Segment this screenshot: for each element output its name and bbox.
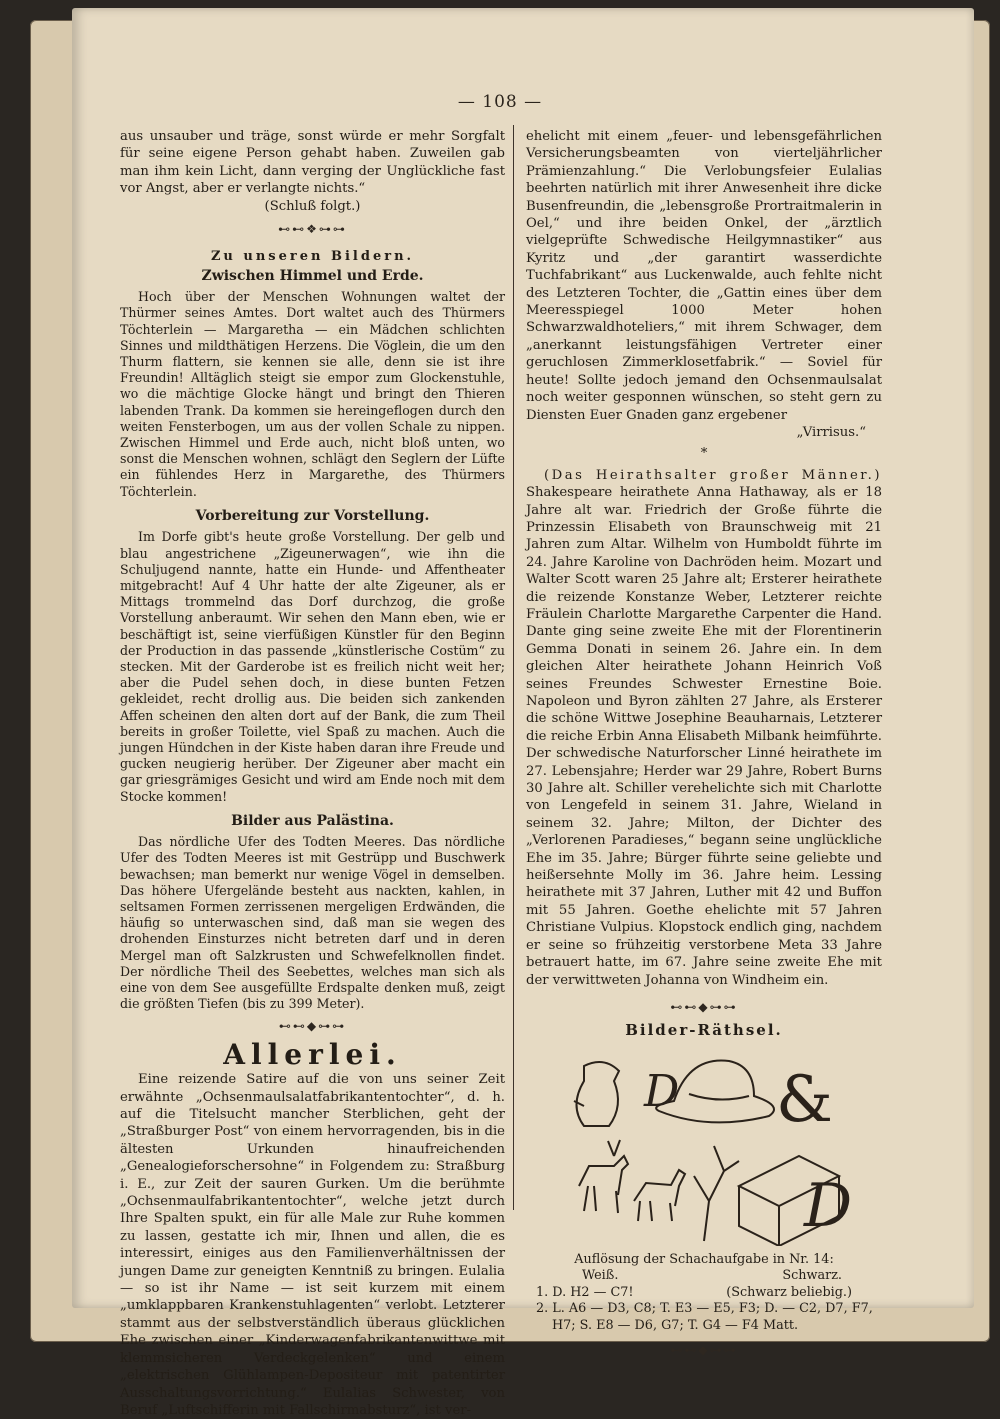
ornament-divider: ⊷⊷◆⊶⊶	[670, 999, 738, 1014]
rebus-illustration	[554, 1046, 854, 1246]
article-heading: Bilder aus Palästina.	[231, 812, 394, 829]
article-paragraph: ehelicht mit einem „feuer- und lebensgefährlichen Versicherungsbeamten von vierteljährlicher Prämienzahlung.“ Die Verlobungsfeier Eulalias beehrten natürlich mit ihrer Anwesenheit ihre dicke Busenfreundin, die „lebensgroße Prortraitmalerin in Oel,“ und ihre beiden Onkel, der „ärztlich vielgeprüfte Schwedische Heilgymnastiker“ aus Kyritz und „der garantirt wasserdichte Tuchfabrikant“ aus Luckenwalde, auch fehlte nicht des Letzteren Tochter, die „Gattin eines über dem Meeresspiegel 1000 Meter hohen Schwarzwaldhoteliers,“ mit ihrem Schwager, dem „anerkannt leistungsfähigen Vertreter einer geruchlosen Zimmerklosetfabrik.“ — Soviel für heute! Sollte jedoch jemand den Ochsenmaulsalat noch weiter gesponnen wünschen, so steht gern zu Diensten Euer Gnaden ganz ergebener	[526, 129, 882, 423]
chess-title: Auflösung der Schachaufgabe in Nr. 14:	[574, 1251, 834, 1267]
chess-white: Weiß.	[582, 1268, 619, 1284]
rebus-letter: D	[804, 1170, 853, 1241]
chess-move-row: H7; S. E8 — D6, G7; T. G4 — F4 Matt.	[552, 1317, 799, 1333]
chess-move-row	[526, 1285, 882, 1302]
article-paragraph	[526, 467, 882, 989]
column-rule	[513, 125, 514, 1210]
rebus-letter: &	[776, 1062, 833, 1137]
asterisk-divider: *	[700, 446, 708, 462]
article-heading: Zwischen Himmel und Erde.	[201, 267, 424, 284]
article-paragraph: Das nördliche Ufer des Todten Meeres. Das nördliche Ufer des Todten Meeres ist mit Gestrüpp und Buschwerk bewachsen; man bemerkt nur wenige Vögel in demselben. Das höhere Ufergelände besteht aus nackten, kahlen, in seltsamen Formen zerrissenen mergeligen Erdwänden, die häufig so unterwaschen sind, daß man sie wegen des drohenden Einsturzes nicht betreten darf und in deren Mergel man oft Salzkrusten und Schwefelknollen findet. Der nördliche Theil des Seebettes, welches man sich als eine von dem See ausgefüllte Erdspalte denken muß, zeigt die größten Tiefen (bis zu 399 Meter).	[120, 834, 505, 1012]
rebus-title: Bilder-Räthsel.	[625, 1021, 783, 1040]
article-paragraph: Eine reizende Satire auf die von uns seiner Zeit erwähnte „Ochsenmaulsalatfabrikantentochter“, d. h. auf die Titelsucht mancher Sterblichen, geht der „Straßburger Post“ von einem hervorragenden, bis in die ältesten Urkunden hinaufreichenden „Genealogieforschersohne“ in Folgendem zu: Straßburg i. E., zur Zeit der sauren Gurken. Um die berühmte „Ochsenmaulfabrikantentochter“, welche jetzt durch Ihre Spalten spukt, ein für alle Male zur Ruhe kommen zu lassen, gestatte ich mir, Ihnen und allen, die es interessirt, einiges aus den Familienverhältnissen der jungen Dame zur geneigten Kenntniß zu bringen. Eulalia — so ist ihr Name — ist seit kurzem mit einem „umklappbaren Krankenstuhlagenten“ verlobt. Letzterer stammt aus der selbstverständlich überaus glücklichen Ehe zwischen einer „Kinderwagenfabrikantenwittwe mit klemmsicheren Verdeckgelenken“ und einem „elektrischen Glühlampen-Depositeur mit patentirter Ausschaltungsvorrichtung.“ Eulalias Schwester, von Beruf „Luftschifferin mit Fallschirmabsturz“, ist ver-	[120, 1072, 505, 1418]
allerlei-heading: Allerlei.	[223, 1037, 402, 1071]
ornament-divider: ⊷⊷◆⊶⊶	[278, 1019, 347, 1034]
right-column	[526, 128, 882, 1366]
page-number: — 108 —	[457, 92, 543, 112]
article-body: Shakespeare heirathete Anna Hathaway, als er 18 Jahre alt war. Friedrich der Große führte die Prinzessin Elisabeth von Braunschweig mit 21 Jahren zum Altar. Wilhelm von Humboldt führte im 24. Jahre Karoline von Dachröden heim. Mozart und Walter Scott waren 25 Jahre alt; Ersterer heirathete die reizende Konstanze Weber, Letzterer reichte Fräulein Charlotte Margarethe Carpenter die Hand. Dante ging seine zweite Ehe mit der Florentinerin Gemma Donati in seinem 26. Jahre ein. In dem gleichen Alter heirathete Johann Heinrich Voß seines Freundes Schwester Ernestine Boie. Napoleon und Byron zählten 27 Jahre, als Ersterer die schöne Wittwe Josephine Beauharnais, Letzterer die reiche Erbin Anna Elisabeth Milbank heimführte. Der schwedische Naturforscher Linné heirathete im 27. Lebensjahre; Herder war 29 Jahre, Robert Burns 30 Jahre alt. Schiller verehelichte sich mit Charlotte von Lengefeld in seinem 31. Jahre, Wieland in seinem 32. Jahre; Milton, der Dichter des „Verlorenen Paradieses,“ begann seine unglückliche Ehe im 35. Jahre; Bürger führte seine geliebte und heißersehnte Molly im 36. Jahre heim. Lessing heirathete mit 37 Jahren, Luther mit 42 und Buffon mit 55 Jahren. Goethe ehelichte mit 57 Jahren Christiane Vulpius. Klopstock endlich ging, nachdem er seine so frühzeitig verstorbene Meta 33 Jahre betrauert hatte, im 67. Jahre seine zweite Ehe mit der verwittweten Johanna von Windheim ein.	[526, 485, 882, 988]
article-heading: Vorbereitung zur Vorstellung.	[195, 507, 430, 524]
left-column	[120, 128, 505, 1419]
to-be-continued: (Schluß folgt.)	[264, 198, 361, 214]
chess-move: 1. D. H2 — C7!	[536, 1284, 634, 1300]
chess-move-note: (Schwarz beliebig.)	[726, 1284, 852, 1300]
chess-move-row: 2. L. A6 — D3, C8; T. E3 — E5, F3; D. — C2, D7, F7,	[536, 1301, 873, 1317]
article-paragraph: Im Dorfe gibt's heute große Vorstellung. Der gelb und blau angestrichene „Zigeunerwagen“, wie ihn die Schuljugend nannte, hatte ein Hunde- und Affentheater mitgebracht! Auf 4 Uhr hatte der alte Zigeuner, als er Mittags trommelnd das Dorf durchzog, die große Vorstellung anberaumt. Wir sehen den Mann eben, wie er beschäftigt ist, seine vierfüßigen Künstler für den Beginn der Production in das passende „künstlerische Costüm“ zu stecken. Mit der Garderobe ist es freilich nicht weit her; aber die Pudel sehen doch, in diese bunten Fetzen gekleidet, recht drollig aus. Die beiden sich zankenden Affen scheinen den alten dort auf der Bank, die zum Theil bereits in großer Toilette, viel Spaß zu machen. Auch die jungen Hündchen in der Kiste haben daran ihre Freude und gucken neugierig herüber. Der Zigeuner aber macht ein gar griesgrämiges Gesicht und wird am Ende noch mit dem Stocke kommen!	[120, 529, 505, 804]
chess-black: Schwarz.	[782, 1268, 842, 1284]
article-paragraph: Hoch über der Menschen Wohnungen waltet der Thürmer seines Amtes. Dort waltet auch des Thürmers Töchterlein — Margaretha — ein Mädchen schlichten Sinnes und mildthätigen Herzens. Die Vöglein, die um den Thurm flattern, sie kennen sie alle, denn sie ist ihre Freundin! Alltäglich steigt sie empor zum Glockenstuhle, wo die mächtige Glocke hängt und bringt den Thieren labenden Trank. Da kommen sie hereingeflogen durch den weiten Fensterbogen, um aus der vollen Schale zu nippen. Zwischen Himmel und Erde auch, nicht bloß unten, wo sonst die Menschen wohnen, schlägt den Seglern der Lüfte ein fühlendes Herz in Margarethe, des Thürmers Töchterlein.	[120, 289, 505, 499]
rebus-letter: D	[644, 1065, 680, 1117]
picture-rebus	[554, 1046, 854, 1246]
signature: „Virrisus.“	[796, 424, 866, 440]
intro-paragraph: aus unsauber und träge, sonst würde er mehr Sorgfalt für seine eigene Person gehabt haben. Zuweilen gab man ihm kein Licht, dann verging der Unglückliche fast vor Angst, aber er verlangte nichts.“	[120, 129, 505, 197]
chess-solution	[526, 1252, 882, 1335]
ornament-divider: ⊷⊷◆⊶⊶	[670, 1343, 738, 1358]
section-heading: Zu unseren Bildern.	[210, 249, 415, 265]
ornament-divider: ⊷⊷❖⊶⊶	[278, 222, 347, 237]
article-lead: (Das Heirathsalter großer Männer.)	[544, 467, 882, 483]
chess-header	[526, 1268, 882, 1285]
